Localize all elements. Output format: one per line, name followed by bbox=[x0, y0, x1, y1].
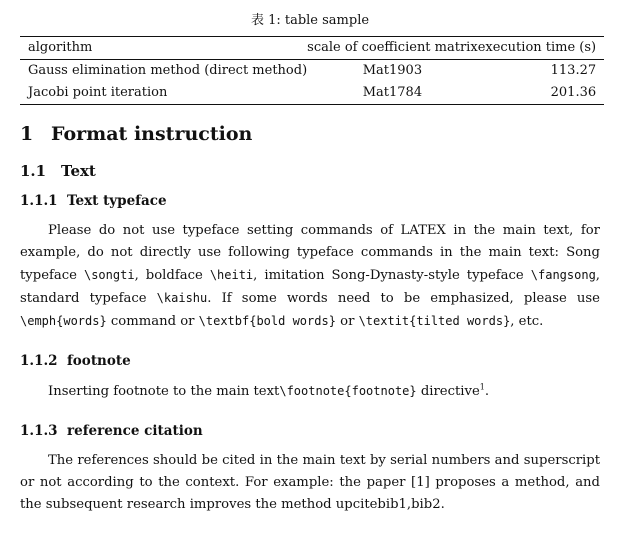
subsubsection-title: Text typeface bbox=[67, 193, 167, 209]
subsubsection-number: 1.1.3 bbox=[20, 423, 58, 439]
code-songti: \songti bbox=[83, 268, 135, 282]
footnote-mark[interactable]: 1 bbox=[479, 382, 485, 392]
text-run: , etc. bbox=[510, 314, 544, 329]
text-run: Please do not use typeface setting commands of bbox=[48, 223, 401, 238]
typeface-paragraph bbox=[20, 220, 600, 333]
subsubsection-heading-reference bbox=[20, 421, 600, 441]
subsubsection-title: footnote bbox=[67, 353, 131, 369]
cell-time: 201.36 bbox=[550, 85, 597, 100]
sample-table bbox=[20, 36, 604, 105]
table-caption: 表 1: table sample bbox=[250, 13, 370, 28]
reference-paragraph: The references should be cited in the main text by serial numbers and superscript or not according to the context. For example: the paper [1] proposes a method, and the subsequent research improves the method upcitebib1,bib2. bbox=[20, 453, 600, 512]
subsubsection-number: 1.1.1 bbox=[20, 193, 58, 209]
subsection-number: 1.1 bbox=[20, 162, 47, 180]
cell-scale: Mat1903 bbox=[362, 63, 423, 78]
subsection-title: Text bbox=[61, 162, 96, 180]
latex-logo: LATEX bbox=[400, 223, 446, 238]
section-heading bbox=[20, 121, 600, 147]
text-run: or bbox=[335, 314, 359, 329]
header-scale: scale of coefficient matrix bbox=[307, 40, 478, 55]
text-run: , imitation Song-Dynasty-style typeface bbox=[253, 268, 531, 283]
footnote-paragraph bbox=[20, 380, 600, 403]
cell-time: 113.27 bbox=[550, 63, 597, 78]
text-run: directive bbox=[416, 384, 480, 399]
code-heiti: \heiti bbox=[209, 268, 254, 282]
code-textit: \textit{tilted words} bbox=[358, 314, 511, 328]
header-algorithm: algorithm bbox=[28, 40, 93, 55]
cell-algorithm: Gauss elimination method (direct method) bbox=[28, 63, 308, 78]
subsection-heading bbox=[20, 161, 600, 181]
text-run: , standard typeface bbox=[20, 268, 600, 306]
code-footnote: \footnote{footnote} bbox=[279, 384, 417, 398]
code-textbf: \textbf{bold words} bbox=[198, 314, 336, 328]
text-run: in the main text, for example, do not directly use following typeface commands in the main text: Song typeface bbox=[20, 223, 600, 283]
text-run: , boldface bbox=[134, 268, 210, 283]
section-title: Format instruction bbox=[51, 123, 253, 145]
text-run: command or bbox=[106, 314, 199, 329]
cell-scale: Mat1784 bbox=[362, 85, 423, 100]
code-kaishu: \kaishu bbox=[156, 291, 208, 305]
document-page bbox=[20, 10, 600, 516]
subsubsection-number: 1.1.2 bbox=[20, 353, 58, 369]
subsubsection-heading-typeface bbox=[20, 191, 600, 211]
cell-algorithm: Jacobi point iteration bbox=[28, 85, 168, 100]
table-header-row bbox=[20, 37, 604, 60]
code-fangsong: \fangsong bbox=[530, 268, 596, 282]
subsubsection-heading-footnote bbox=[20, 351, 600, 371]
subsubsection-title: reference citation bbox=[67, 423, 203, 439]
section-number: 1 bbox=[20, 123, 34, 145]
header-time: execution time (s) bbox=[477, 40, 597, 55]
text-run: . bbox=[484, 384, 490, 399]
table-row bbox=[20, 82, 604, 105]
text-run: Inserting footnote to the main text bbox=[48, 384, 280, 399]
text-run: . If some words need to be emphasized, please use bbox=[207, 291, 600, 306]
code-emph: \emph{words} bbox=[20, 314, 107, 328]
table-row bbox=[20, 60, 604, 83]
